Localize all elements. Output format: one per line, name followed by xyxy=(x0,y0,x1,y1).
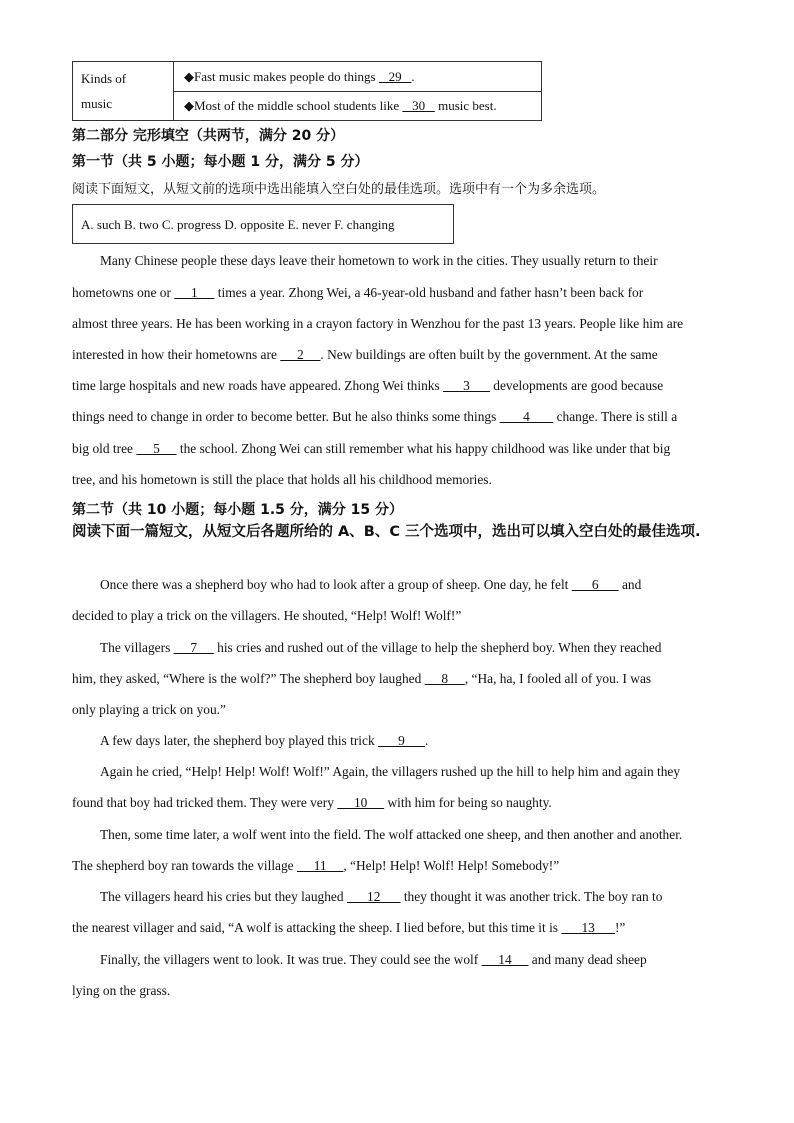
passage-line xyxy=(72,671,722,687)
passage-text: big old tree xyxy=(72,441,137,456)
passage-line xyxy=(100,577,722,593)
passage-text: the nearest villager and said, “A wolf is attacking the sheep. I lied before, but this time it is xyxy=(72,920,562,935)
passage-line xyxy=(100,889,722,905)
section2-title: 第二节（共 10 小题；每小题 1.5 分，满分 15 分） xyxy=(72,502,404,518)
passage-text: A few days later, the shepherd boy played this trick xyxy=(100,733,378,748)
blank-6: 6 xyxy=(571,577,619,592)
passage-text: Then, some time later, a wolf went into the field. The wolf attacked one sheep, and then another and another. xyxy=(100,827,683,842)
blank-2: 2 xyxy=(280,347,321,362)
passage-text: they thought it was another trick. The boy ran to xyxy=(400,889,663,904)
passage-line xyxy=(72,409,722,425)
passage-text: tree, and his hometown is still the place that holds all his childhood memories. xyxy=(72,472,492,487)
blank-13: 13 xyxy=(561,920,615,935)
blank-3: 3 xyxy=(443,378,490,393)
passage-line xyxy=(100,952,722,968)
blank-11: 11 xyxy=(296,858,344,873)
passage-line xyxy=(72,472,722,488)
passage-text: decided to play a trick on the villagers. He shouted, “Help! Wolf! Wolf!” xyxy=(72,608,462,623)
table-row-2 xyxy=(174,91,542,121)
passage-line xyxy=(72,795,722,811)
passage-line xyxy=(72,608,722,624)
passage-line xyxy=(100,827,722,843)
passage-line xyxy=(72,983,722,999)
passage-text: times a year. Zhong Wei, a 46-year-old husband and father hasn’t been back for xyxy=(214,285,644,300)
passage-text: change. There is still a xyxy=(553,409,678,424)
passage-text: and many dead sheep xyxy=(528,952,647,967)
passage-line xyxy=(72,920,722,936)
passage-text: , “Ha, ha, I fooled all of you. I was xyxy=(464,671,652,686)
options-box: A. such B. two C. progress D. opposite E. never F. changing xyxy=(72,204,454,244)
passage-text: Finally, the villagers went to look. It was true. They could see the wolf xyxy=(100,952,482,967)
passage-text: The villagers xyxy=(100,640,174,655)
passage-text: almost three years. He has been working in a crayon factory in Wenzhou for the past 13 years. People like him are xyxy=(72,316,684,331)
passage-text: time large hospitals and new roads have appeared. Zhong Wei thinks xyxy=(72,378,444,393)
passage-line xyxy=(100,253,722,269)
section1-instruction: 阅读下面短文，从短文前的选项中选出能填入空白处的最佳选项。选项中有一个为多余选项。 xyxy=(72,182,606,197)
passage-line xyxy=(72,378,722,394)
blank-10: 10 xyxy=(337,795,385,810)
blank-12: 12 xyxy=(346,889,401,904)
row1-after: . xyxy=(411,68,415,84)
passage-text: with him for being so naughty. xyxy=(384,795,552,810)
passage-text: and xyxy=(618,577,642,592)
passage-line xyxy=(100,733,722,749)
table-row-1 xyxy=(174,62,542,92)
passage-text: lying on the grass. xyxy=(72,983,171,998)
blank-4: 4 xyxy=(499,409,554,424)
row2-after: music best. xyxy=(438,98,497,114)
passage-text: Again he cried, “Help! Help! Wolf! Wolf!” Again, the villagers rushed up the hill to help him and again they xyxy=(100,764,681,779)
table-label-line2: music xyxy=(81,96,113,111)
passage-text: Once there was a shepherd boy who had to look after a group of sheep. One day, he felt xyxy=(100,577,572,592)
row2-text: Most of the middle school students like xyxy=(194,98,400,114)
blank-7: 7 xyxy=(173,640,214,655)
passage-text: , “Help! Help! Wolf! Help! Somebody!” xyxy=(343,858,560,873)
table-label-cell xyxy=(73,62,174,121)
passage-text: The villagers heard his cries but they laughed xyxy=(100,889,347,904)
passage-line xyxy=(72,702,722,718)
passage-text: the school. Zhong Wei can still remember what his happy childhood was like under that big xyxy=(176,441,671,456)
passage-text: him, they asked, “Where is the wolf?” The shepherd boy laughed xyxy=(72,671,425,686)
passage-line xyxy=(72,441,722,457)
passage-line xyxy=(72,316,722,332)
passage-text: developments are good because xyxy=(489,378,664,393)
passage-text: The shepherd boy ran towards the village xyxy=(72,858,297,873)
passage-line xyxy=(100,640,722,656)
table-label-line1: Kinds of xyxy=(81,71,127,86)
diamond-bullet-icon: ◆ xyxy=(184,98,194,114)
passage-line xyxy=(100,764,722,780)
passage-text: . New buildings are often built by the government. At the same xyxy=(320,347,658,362)
passage-text: found that boy had tricked them. They were very xyxy=(72,795,338,810)
passage-text: !” xyxy=(614,920,626,935)
section2-instruction: 阅读下面一篇短文，从短文后各题所给的 A、B、C 三个选项中，选出可以填入空白处的最佳选项. xyxy=(72,524,701,540)
passage-text: Many Chinese people these days leave their hometown to work in the cities. They usually return to their xyxy=(100,253,658,268)
passage-text: things need to change in order to become better. But he also thinks some things xyxy=(72,409,500,424)
passage-line xyxy=(72,347,722,363)
blank-14: 14 xyxy=(481,952,529,967)
diamond-bullet-icon: ◆ xyxy=(184,68,194,84)
passage-text: his cries and rushed out of the village to help the shepherd boy. When they reached xyxy=(213,640,662,655)
section1-title: 第一节（共 5 小题；每小题 1 分，满分 5 分） xyxy=(72,154,369,170)
blank-8: 8 xyxy=(424,671,465,686)
blank-9: 9 xyxy=(378,733,425,748)
passage-text: . xyxy=(424,733,429,748)
passage-text: only playing a trick on you.” xyxy=(72,702,226,717)
kinds-of-music-table xyxy=(72,61,542,121)
blank-1: 1 xyxy=(174,285,215,300)
passage-line xyxy=(72,285,722,301)
passage-line xyxy=(72,858,722,874)
blank-29: 29 xyxy=(378,68,412,84)
blank-5: 5 xyxy=(136,441,177,456)
passage-text: hometowns one or xyxy=(72,285,175,300)
passage-text: interested in how their hometowns are xyxy=(72,347,281,362)
part2-title: 第二部分 完形填空（共两节，满分 20 分） xyxy=(72,128,345,144)
row1-text: Fast music makes people do things xyxy=(194,68,376,84)
blank-30: 30 xyxy=(402,98,435,114)
